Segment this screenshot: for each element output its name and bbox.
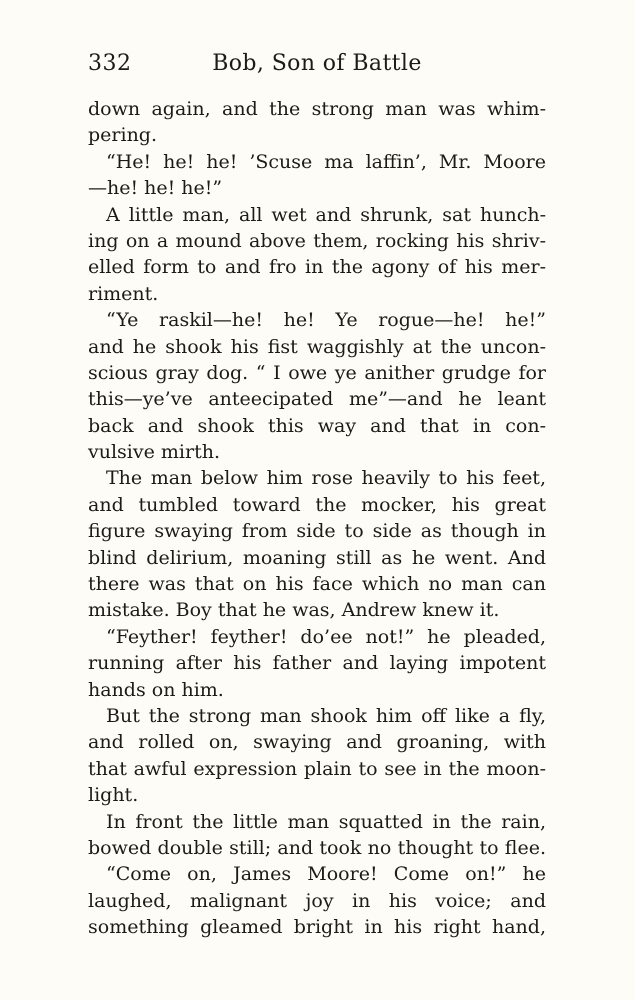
text-line: “Ye raskil—he! he! Ye rogue—he! he!”	[106, 309, 546, 332]
text-line: and rolled on, swaying and groaning, with	[88, 731, 546, 754]
text-line: scious gray dog. “ I owe ye anither grudge for	[88, 361, 546, 384]
text-line: riment.	[88, 282, 159, 305]
text-line: But the strong man shook him off like a fly,	[106, 704, 546, 727]
text-line: there was that on his face which no man can	[88, 573, 546, 596]
running-title: Bob, Son of Battle	[212, 51, 422, 76]
text-line: In front the little man squatted in the rain,	[106, 810, 546, 833]
text-line: “Feyther! feyther! do’ee not!” he pleaded,	[106, 625, 546, 648]
text-line: down again, and the strong man was whim-	[88, 98, 546, 120]
text-line: that awful expression plain to see in the moon-	[88, 757, 546, 780]
text-line: back and shook this way and that in con-	[88, 414, 546, 437]
text-line: hands on him.	[88, 678, 224, 701]
text-line: —he! he! he!”	[88, 177, 223, 200]
text-line: “Come on, James Moore! Come on!” he	[106, 863, 546, 886]
body-text	[88, 96, 546, 941]
text-line: ing on a mound above them, rocking his shriv-	[88, 229, 546, 252]
text-line: elled form to and fro in the agony of his mer-	[88, 256, 546, 279]
text-line: running after his father and laying impotent	[88, 652, 546, 675]
page-number: 332	[88, 51, 132, 76]
text-line: pering.	[88, 124, 158, 147]
text-line: and tumbled toward the mocker, his great	[88, 493, 546, 516]
text-line: A little man, all wet and shrunk, sat hunch-	[106, 203, 546, 226]
text-line: laughed, malignant joy in his voice; and	[88, 889, 546, 912]
text-line: The man below him rose heavily to his feet,	[106, 467, 546, 490]
running-head	[88, 48, 546, 80]
text-line: bowed double still; and took no thought to flee.	[88, 836, 546, 859]
text-line: and he shook his fist waggishly at the uncon-	[88, 335, 546, 358]
text-line: light.	[88, 784, 139, 807]
text-line: something gleamed bright in his right hand,	[88, 916, 546, 939]
text-line: this—ye’ve anteecipated me”—and he leant	[88, 388, 546, 411]
text-line: figure swaying from side to side as though in	[88, 520, 546, 543]
text-line: mistake. Boy that he was, Andrew knew it.	[88, 599, 500, 622]
text-line: blind delirium, moaning still as he went. And	[88, 546, 546, 569]
text-line: vulsive mirth.	[88, 441, 220, 464]
text-line: “He! he! he! ’Scuse ma laffin’, Mr. Moore	[106, 150, 546, 173]
